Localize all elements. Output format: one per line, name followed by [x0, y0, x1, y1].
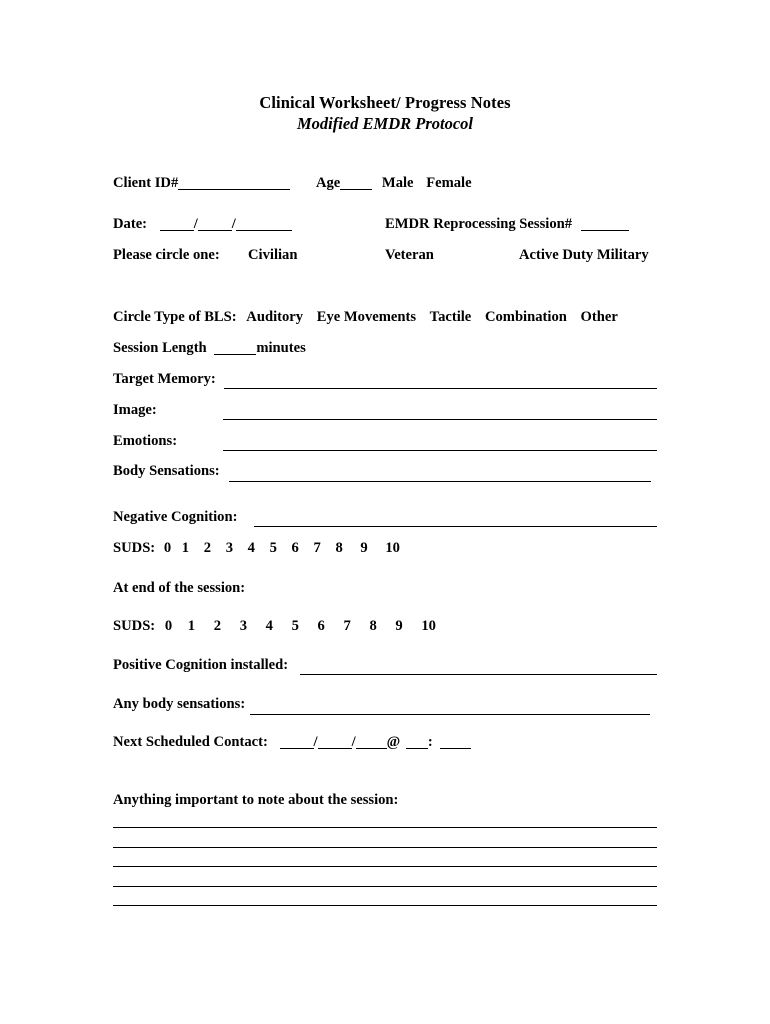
row-notes-prompt — [113, 793, 398, 808]
positive-cognition-input[interactable] — [300, 674, 657, 675]
row-positive-cognition — [113, 658, 288, 673]
row-client-identification — [113, 176, 472, 191]
any-body-sensations-input[interactable] — [250, 714, 650, 715]
row-next-scheduled-contact — [113, 735, 471, 750]
suds-final-value-4[interactable]: 4 — [265, 618, 273, 634]
row-end-of-session-heading — [113, 581, 245, 596]
emdr-session-input[interactable] — [581, 230, 629, 231]
suds-final-value-2[interactable]: 2 — [213, 618, 222, 634]
population-option-active-duty-label: Active Duty Military — [519, 247, 649, 263]
suds-initial-value-3[interactable]: 3 — [225, 540, 233, 556]
body-sensations-input[interactable] — [229, 481, 651, 482]
any-body-sensations-label: Any body sensations: — [113, 696, 246, 712]
bls-option-eye-movements[interactable]: Eye Movements — [316, 309, 417, 325]
suds-final-label: SUDS: — [113, 618, 156, 634]
row-bls-type — [113, 310, 618, 325]
bls-label: Circle Type of BLS: — [113, 309, 237, 325]
next-contact-minute-input[interactable] — [440, 748, 471, 749]
population-option-civilian[interactable] — [248, 248, 297, 263]
suds-initial-value-7[interactable]: 7 — [313, 540, 321, 556]
population-option-veteran[interactable] — [385, 248, 434, 263]
population-option-veteran-label: Veteran — [385, 247, 434, 263]
target-memory-input[interactable] — [224, 388, 657, 389]
suds-initial-value-4[interactable]: 4 — [247, 540, 255, 556]
row-body-sensations — [113, 464, 220, 479]
row-session-length — [113, 341, 306, 356]
row-any-body-sensations — [113, 697, 245, 712]
age-input[interactable] — [340, 189, 372, 190]
suds-initial-value-10[interactable]: 10 — [385, 540, 400, 556]
suds-initial-label: SUDS: — [113, 540, 156, 556]
client-id-label: Client ID# — [113, 175, 179, 191]
notes-prompt-label: Anything important to note about the session: — [113, 792, 399, 808]
notes-line-3[interactable] — [113, 866, 657, 867]
suds-final-value-5[interactable]: 5 — [291, 618, 299, 634]
emotions-input[interactable] — [223, 450, 657, 451]
session-length-input[interactable] — [214, 354, 256, 355]
circle-one-label: Please circle one: — [113, 247, 220, 263]
row-image — [113, 403, 157, 418]
suds-final-value-6[interactable]: 6 — [317, 618, 325, 634]
client-id-input[interactable] — [178, 189, 290, 190]
date-month-input[interactable] — [160, 230, 194, 231]
emotions-label: Emotions: — [113, 433, 178, 449]
target-memory-label: Target Memory: — [113, 371, 216, 387]
next-contact-hour-input[interactable] — [406, 748, 428, 749]
row-emdr-session — [385, 217, 629, 232]
suds-initial-value-6[interactable]: 6 — [291, 540, 299, 556]
document-header — [0, 92, 770, 134]
bls-option-combination[interactable]: Combination — [484, 309, 567, 325]
next-contact-day-input[interactable] — [318, 748, 352, 749]
date-day-input[interactable] — [198, 230, 232, 231]
suds-final-value-10[interactable]: 10 — [421, 618, 436, 634]
next-contact-month-input[interactable] — [280, 748, 314, 749]
page-title: Clinical Worksheet/ Progress Notes — [259, 93, 511, 112]
suds-initial-value-5[interactable]: 5 — [269, 540, 277, 556]
sex-option-male[interactable]: Male — [381, 175, 414, 191]
notes-line-5[interactable] — [113, 905, 657, 906]
row-emotions — [113, 434, 177, 449]
suds-final-value-1[interactable]: 1 — [187, 618, 196, 634]
sex-option-female[interactable]: Female — [426, 175, 472, 191]
date-year-input[interactable] — [236, 230, 292, 231]
image-label: Image: — [113, 402, 157, 418]
bls-option-auditory[interactable]: Auditory — [246, 309, 304, 325]
page-subtitle: Modified EMDR Protocol — [297, 114, 473, 133]
row-date — [113, 217, 292, 232]
population-option-civilian-label: Civilian — [248, 247, 298, 263]
date-separator-2: / — [231, 216, 236, 232]
image-input[interactable] — [223, 419, 657, 420]
suds-initial-value-1[interactable]: 1 — [181, 540, 190, 556]
row-negative-cognition — [113, 510, 237, 525]
suds-initial-value-9[interactable]: 9 — [360, 540, 368, 556]
bls-option-tactile[interactable]: Tactile — [429, 309, 472, 325]
suds-final-value-8[interactable]: 8 — [369, 618, 377, 634]
notes-line-4[interactable] — [113, 886, 657, 887]
session-length-unit: minutes — [256, 340, 306, 356]
negative-cognition-label: Negative Cognition: — [113, 509, 238, 525]
suds-final-value-0[interactable]: 0 — [164, 618, 173, 634]
notes-line-2[interactable] — [113, 847, 657, 848]
emdr-session-label: EMDR Reprocessing Session# — [385, 216, 573, 232]
next-contact-year-input[interactable] — [356, 748, 387, 749]
session-length-label: Session Length — [113, 340, 207, 356]
bls-option-other[interactable]: Other — [580, 309, 618, 325]
suds-final-value-3[interactable]: 3 — [239, 618, 247, 634]
negative-cognition-input[interactable] — [254, 526, 657, 527]
positive-cognition-label: Positive Cognition installed: — [113, 657, 289, 673]
body-sensations-label: Body Sensations: — [113, 463, 220, 479]
date-separator-1: / — [193, 216, 198, 232]
row-target-memory — [113, 372, 216, 387]
suds-initial-value-8[interactable]: 8 — [335, 540, 343, 556]
next-contact-time-colon: : — [427, 734, 433, 750]
suds-initial-value-2[interactable]: 2 — [203, 540, 212, 556]
next-contact-separator-2: / — [351, 734, 356, 750]
suds-final-value-7[interactable]: 7 — [343, 618, 351, 634]
next-contact-label: Next Scheduled Contact: — [113, 734, 268, 750]
next-contact-separator-1: / — [313, 734, 318, 750]
age-label: Age — [315, 175, 341, 191]
suds-final-value-9[interactable]: 9 — [395, 618, 403, 634]
notes-line-1[interactable] — [113, 827, 657, 828]
row-suds-initial — [113, 541, 400, 556]
end-of-session-label: At end of the session: — [113, 580, 246, 596]
next-contact-at-symbol: @ — [386, 734, 401, 750]
date-label: Date: — [113, 216, 148, 232]
suds-initial-value-0[interactable]: 0 — [163, 540, 172, 556]
row-suds-final — [113, 619, 436, 634]
population-option-active-duty[interactable] — [519, 248, 649, 263]
row-population-type — [113, 248, 220, 263]
